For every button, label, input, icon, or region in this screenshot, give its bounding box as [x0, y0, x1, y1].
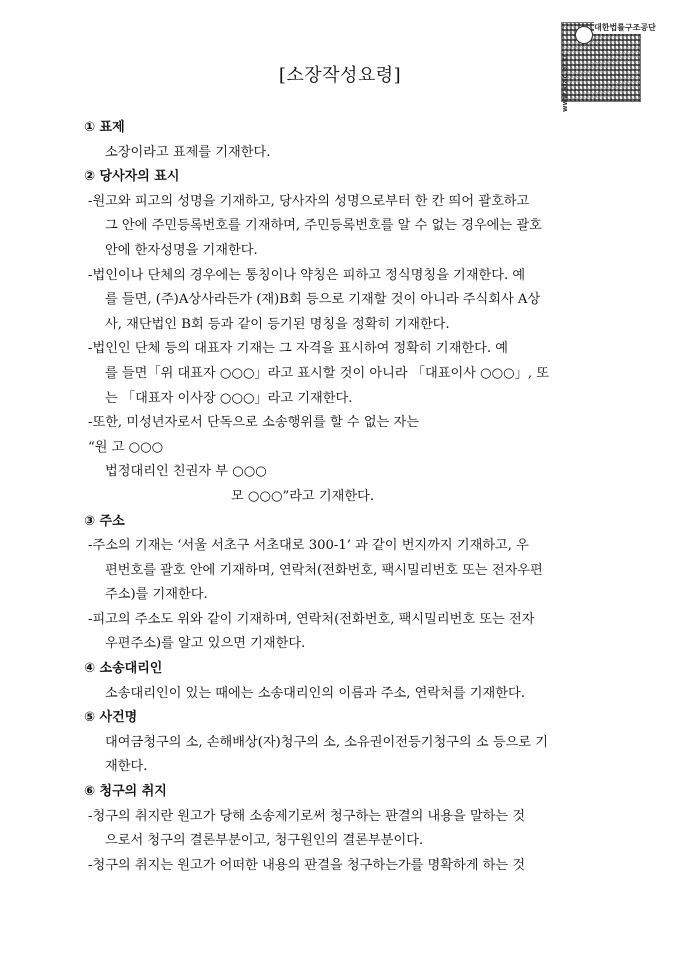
body-line: 그 안에 주민등록번호를 기재하며, 주민등록번호를 알 수 없는 경우에는 괄호	[105, 218, 542, 234]
body-line: 편번호를 괄호 안에 기재하며, 연락처(전화번호, 팩시밀리번호 또는 전자우편	[105, 562, 543, 578]
body-line: 소장이라고 표제를 기재한다.	[105, 144, 271, 160]
qr-code	[561, 22, 656, 102]
body-line: 안에 한자성명을 기재한다.	[105, 242, 258, 258]
document-body	[84, 116, 614, 878]
section-heading: ⑤ 사건명	[84, 710, 138, 726]
page-title: [소장작성요령]	[278, 65, 402, 86]
body-line: 으로서 청구의 결론부분이고, 청구원인의 결론부분이다.	[105, 833, 424, 849]
body-line: 법정대리인 친권자 부 ○○○	[105, 464, 267, 480]
body-line: 를 들면, (주)A상사라든가 (재)B회 등으로 기재할 것이 아니라 주식회사 A상	[105, 292, 541, 308]
body-line: 사, 재단법인 B회 등과 같이 등기된 명칭을 정확히 기재한다.	[105, 316, 450, 332]
klac-logo-icon	[575, 26, 593, 44]
body-line: -청구의 취지는 원고가 어떠한 내용의 판결을 청구하는가를 명확하게 하는 것	[88, 857, 526, 873]
header-brand: 대한법률구조공단	[594, 23, 656, 32]
section-heading: ⑥ 청구의 취지	[84, 784, 167, 800]
body-line: 는 「대표자 이사장 ○○○」라고 기재한다.	[105, 390, 353, 406]
body-line: -청구의 취지란 원고가 당해 소송제기로써 청구하는 판결의 내용을 말하는 것	[88, 808, 526, 824]
section-heading: ② 당사자의 표시	[84, 169, 180, 185]
body-line: “원 고 ○○○	[88, 439, 164, 455]
body-line: -피고의 주소도 위와 같이 기재하며, 연락처(전화번호, 팩시밀리번호 또는 전자	[88, 611, 535, 627]
section-heading: ④ 소송대리인	[84, 661, 163, 677]
body-line: -법인인 단체 등의 대표자 기재는 그 자격을 표시하여 정확히 기재한다. 예	[88, 341, 508, 357]
body-line: 대여금청구의 소, 손해배상(자)청구의 소, 소유권이전등기청구의 소 등으로 기	[105, 734, 548, 750]
body-line: 를 들면「위 대표자 ○○○」라고 표시할 것이 아니라 「대표이사 ○○○」, 또	[105, 365, 549, 381]
body-line: 주소)를 기재한다.	[105, 587, 208, 603]
body-line: 소송대리인이 있는 때에는 소송대리인의 이름과 주소, 연락처를 기재한다.	[105, 685, 525, 701]
body-line: 모 ○○○”라고 기재한다.	[231, 488, 375, 504]
body-line: -법인이나 단체의 경우에는 통칭이나 약칭은 피하고 정식명칭을 기재한다. 예	[88, 267, 526, 283]
section-heading: ③ 주소	[84, 513, 125, 529]
body-line: 재한다.	[105, 759, 148, 775]
header-url: www.klac.or.kr	[561, 53, 569, 112]
section-heading: ① 표제	[84, 120, 125, 135]
body-line: -원고와 피고의 성명을 기재하고, 당사자의 성명으로부터 한 칸 띄어 괄호하고	[88, 193, 530, 209]
body-line: 우편주소)를 알고 있으면 기재한다.	[105, 636, 306, 652]
body-line: -또한, 미성년자로서 단독으로 소송행위를 할 수 없는 자는	[88, 415, 419, 431]
body-line: -주소의 기재는 ‘서울 서초구 서초대로 300-1’ 과 같이 번지까지 기재하고, 우	[88, 538, 529, 554]
